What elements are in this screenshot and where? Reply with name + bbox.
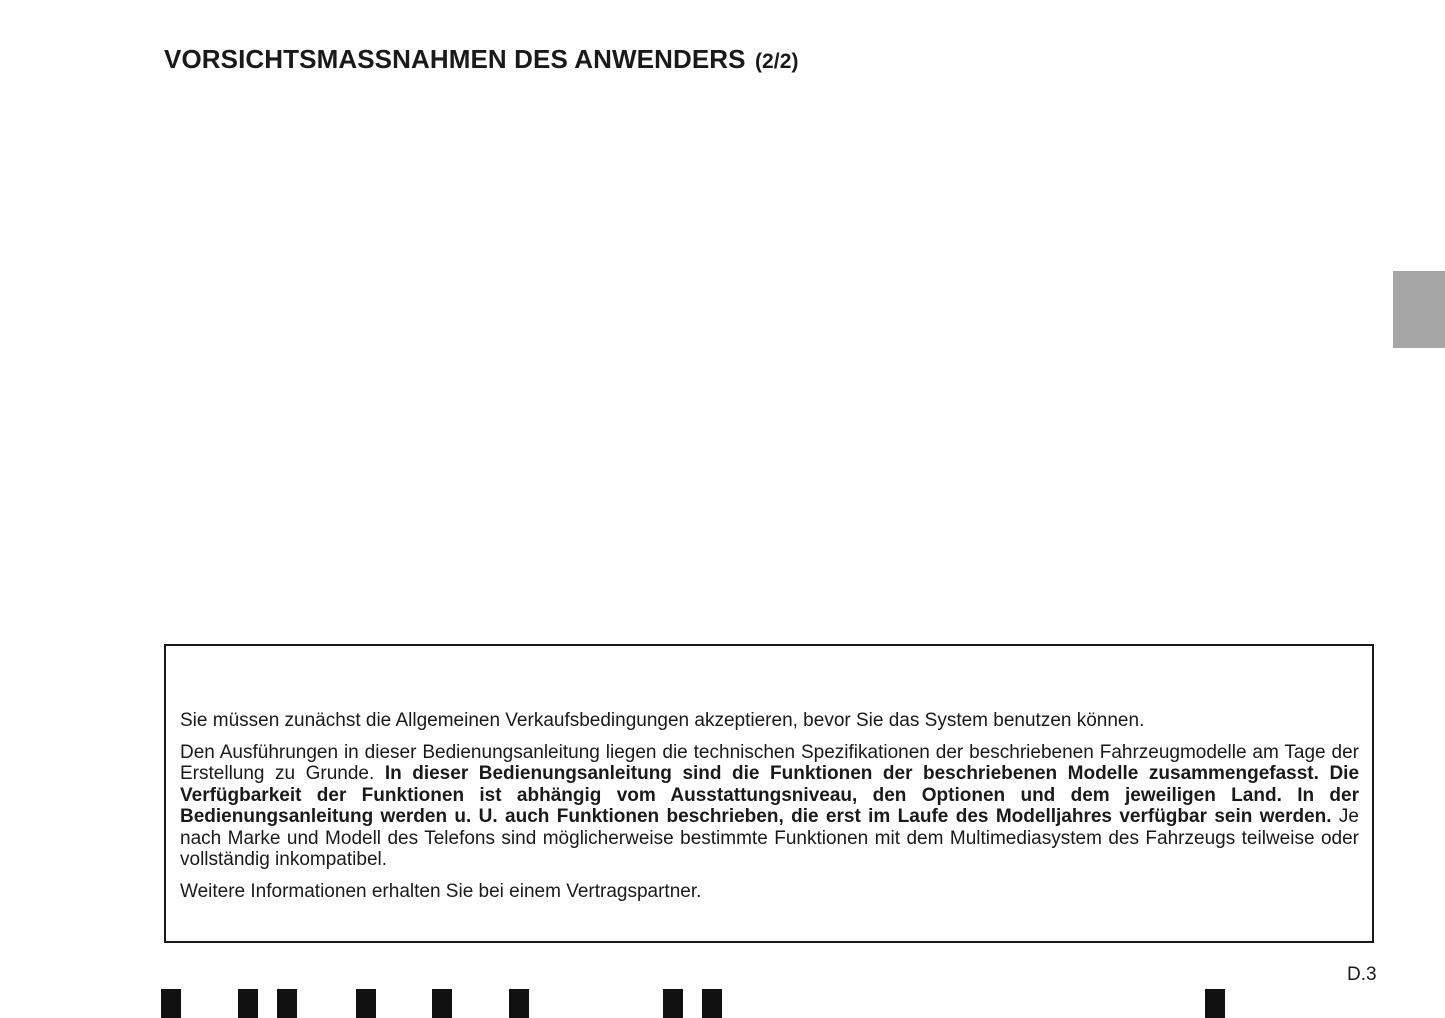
notice-paragraph-terms: Sie müssen zunächst die Allgemeinen Verkaufsbedingungen akzeptieren, bevor Sie das System benutzen können. — [180, 710, 1145, 731]
notice-paragraph-contact: Weitere Informationen erhalten Sie bei einem Vertragspartner. — [180, 880, 702, 902]
notice-paragraph-specifications — [180, 742, 1359, 871]
print-crop-mark — [1205, 989, 1225, 1018]
print-crop-mark — [238, 989, 258, 1018]
notice-text — [180, 710, 1359, 912]
page-title-text: VORSICHTSMASSNAHMEN DES ANWENDERS — [164, 44, 746, 74]
chapter-side-tab — [1393, 271, 1445, 348]
notice-specifications-phone: Je nach Marke und Modell des Telefons sind möglicherweise bestimmte Funktionen mit dem Multimediasystem des Fahrzeugs teilweise oder vollständig inkompatibel. — [180, 806, 1359, 870]
print-crop-mark — [161, 989, 181, 1018]
page-part-indicator: (2/2) — [754, 50, 799, 73]
notice-specifications-bold: In dieser Bedienungsanleitung sind die Funktionen der beschriebenen Modelle zusammengefasst. Die Verfügbarkeit der Funktionen ist abhängig vom Ausstattungsniveau, den Optionen und dem jeweiligen Land. In der Bedienungsanleitung werden u. U. auch Funktionen beschrieben, die erst im Laufe des Modelljahres verfügbar sein werden. — [180, 763, 1360, 827]
print-crop-mark — [663, 989, 683, 1018]
notice-specifications-intro: Den Ausführungen in dieser Bedienungsanleitung liegen die technischen Spezifikationen der beschriebenen Fahrzeugmodelle am Tage der Erstellung zu Grunde. — [180, 741, 1359, 784]
page-title — [164, 44, 799, 75]
page-number: D.3 — [1347, 964, 1377, 985]
print-crop-mark — [356, 989, 376, 1018]
notice-box — [164, 644, 1374, 943]
print-crop-mark — [277, 989, 297, 1018]
print-crop-mark — [432, 989, 452, 1018]
print-crop-mark — [509, 989, 529, 1018]
print-crop-mark — [702, 989, 722, 1018]
